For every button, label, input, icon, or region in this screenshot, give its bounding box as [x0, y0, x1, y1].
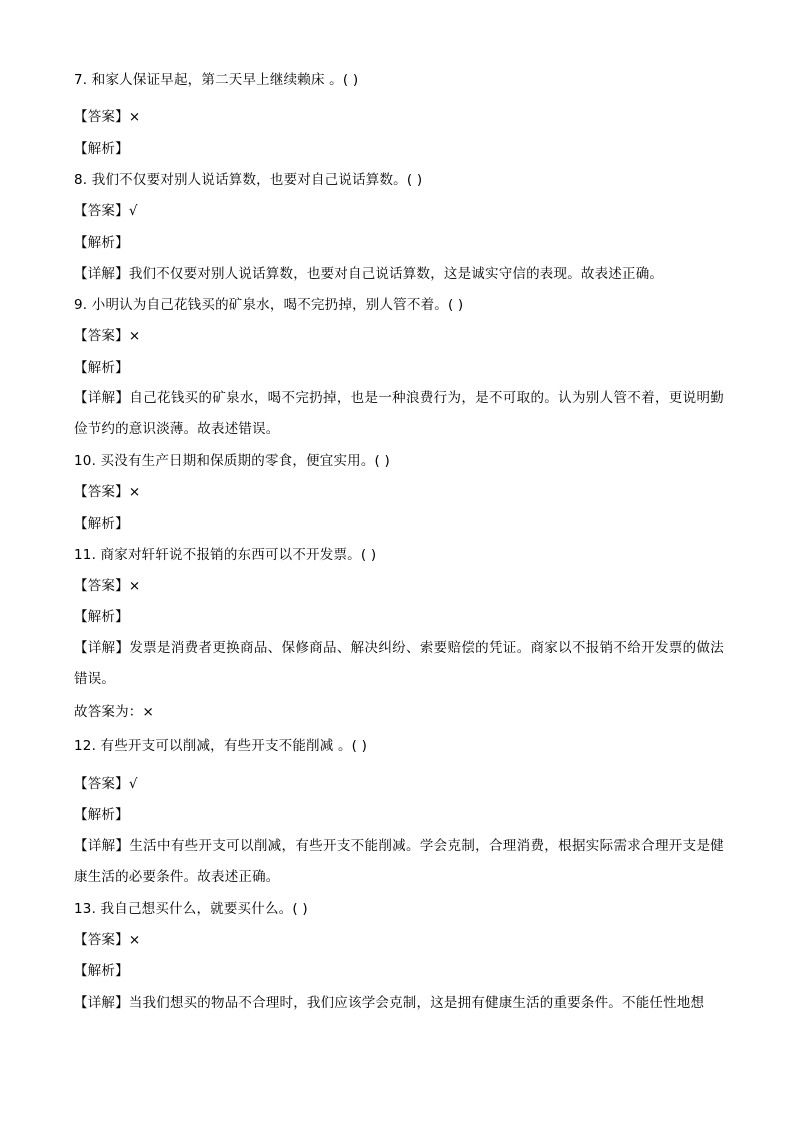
- detail-tag: 【详解】: [74, 838, 130, 854]
- analysis-tag: 【解析】: [74, 141, 129, 157]
- answer-value: √: [128, 776, 138, 792]
- answer-value: √: [128, 203, 138, 219]
- detail-text: 生活中有些开支可以削减，有些开支不能削减。学会克制，合理消费，根据实际需求合理开支是健康生活的必要条件。故表述正确。: [74, 838, 724, 885]
- answer-tag: 【答案】: [74, 932, 129, 948]
- answer-value: ×: [128, 932, 141, 948]
- answer-tag: 【答案】: [74, 328, 129, 344]
- analysis-tag: 【解析】: [74, 360, 129, 376]
- detail-text: 我们不仅要对别人说话算数，也要对自己说话算数，这是诚实守信的表现。故表述正确。: [128, 266, 664, 282]
- analysis-12: [74, 806, 724, 824]
- question-7: [74, 71, 724, 89]
- question-text: 7. 和家人保证早起，第二天早上继续赖床 。( ): [74, 72, 359, 88]
- conclusion-11: [74, 703, 724, 721]
- detail-13: [74, 994, 724, 1012]
- conclusion-text: 故答案为：×: [74, 704, 155, 720]
- question-9: [74, 296, 724, 314]
- detail-text: 自己花钱买的矿泉水，喝不完扔掉，也是一种浪费行为，是不可取的。认为别人管不着，更说明勤俭节约的意识淡薄。故表述错误。: [74, 390, 724, 437]
- question-text: 12. 有些开支可以削减，有些开支不能削减 。( ): [74, 738, 368, 754]
- analysis-8: [74, 234, 724, 252]
- question-11: [74, 546, 724, 564]
- question-text: 9. 小明认为自己花钱买的矿泉水，喝不完扔掉，别人管不着。( ): [74, 297, 464, 313]
- question-10: [74, 452, 724, 470]
- answer-8: [74, 202, 724, 220]
- answer-11: [74, 577, 724, 595]
- answer-tag: 【答案】: [74, 109, 129, 125]
- analysis-tag: 【解析】: [74, 235, 129, 251]
- answer-value: ×: [128, 109, 141, 125]
- analysis-13: [74, 962, 724, 980]
- answer-tag: 【答案】: [74, 776, 129, 792]
- question-8: [74, 171, 724, 189]
- answer-9: [74, 327, 724, 345]
- question-12: [74, 737, 724, 755]
- answer-value: ×: [128, 578, 141, 594]
- question-text: 11. 商家对轩轩说不报销的东西可以不开发票。( ): [74, 547, 377, 563]
- question-text: 10. 买没有生产日期和保质期的零食，便宜实用。( ): [74, 453, 390, 469]
- analysis-tag: 【解析】: [74, 963, 129, 979]
- detail-text: 当我们想买的物品不合理时，我们应该学会克制，这是拥有健康生活的重要条件。不能任性地想: [128, 995, 705, 1011]
- detail-tag: 【详解】: [74, 640, 130, 656]
- answer-value: ×: [128, 484, 141, 500]
- answer-13: [74, 931, 724, 949]
- analysis-tag: 【解析】: [74, 807, 129, 823]
- answer-value: ×: [128, 328, 141, 344]
- question-text: 13. 我自己想买什么，就要买什么。( ): [74, 901, 308, 917]
- answer-12: [74, 775, 724, 793]
- answer-7: [74, 108, 724, 126]
- detail-12: [74, 831, 724, 893]
- detail-9: [74, 383, 724, 445]
- answer-10: [74, 483, 724, 501]
- analysis-7: [74, 140, 724, 158]
- question-13: [74, 900, 724, 918]
- detail-8: [74, 265, 724, 283]
- analysis-tag: 【解析】: [74, 516, 129, 532]
- detail-11: [74, 633, 724, 695]
- analysis-9: [74, 359, 724, 377]
- detail-tag: 【详解】: [74, 390, 130, 406]
- detail-tag: 【详解】: [74, 995, 129, 1011]
- detail-text: 发票是消费者更换商品、保修商品、解决纠纷、索要赔偿的凭证。商家以不报销不给开发票的做法错误。: [74, 640, 724, 687]
- answer-tag: 【答案】: [74, 203, 129, 219]
- answer-tag: 【答案】: [74, 484, 129, 500]
- analysis-tag: 【解析】: [74, 609, 129, 625]
- analysis-11: [74, 608, 724, 626]
- answer-tag: 【答案】: [74, 578, 129, 594]
- analysis-10: [74, 515, 724, 533]
- detail-tag: 【详解】: [74, 266, 129, 282]
- question-text: 8. 我们不仅要对别人说话算数，也要对自己说话算数。( ): [74, 172, 423, 188]
